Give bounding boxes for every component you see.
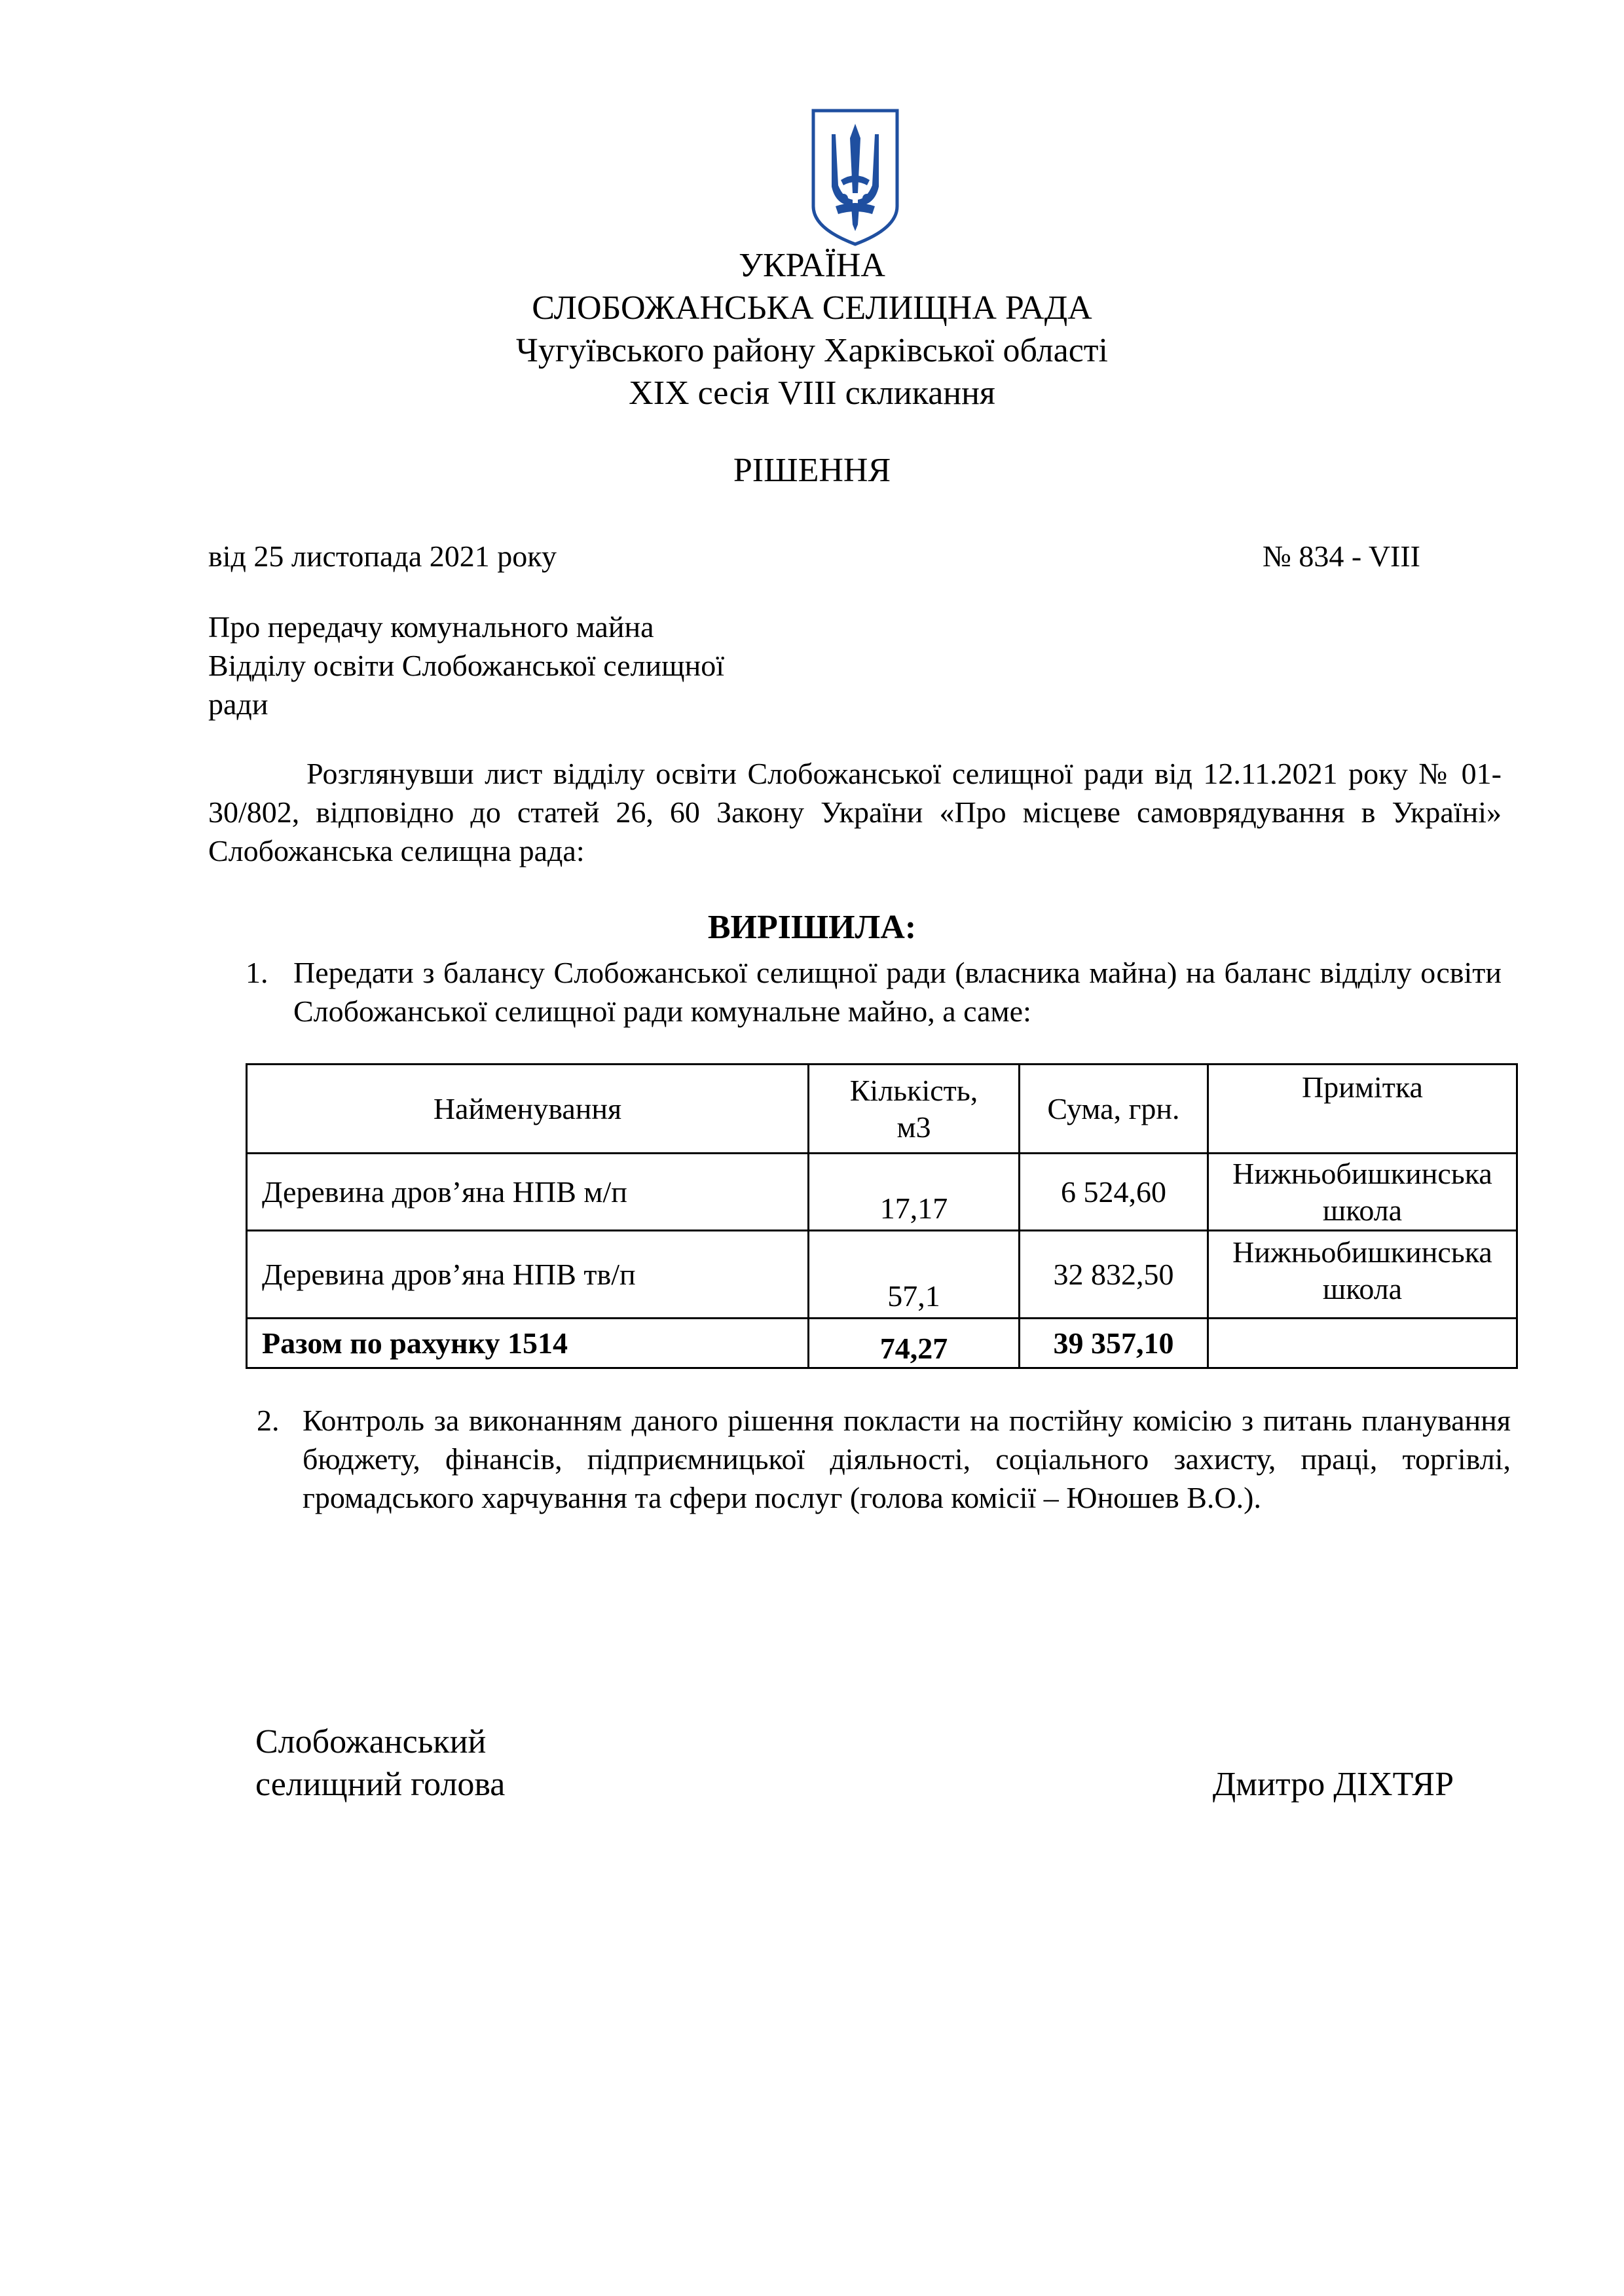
document-type-title: РІШЕННЯ	[733, 452, 891, 489]
row-2-note-line-1: Нижньобишкинська	[1232, 1235, 1492, 1269]
decided-heading: ВИРІШИЛА:	[707, 909, 917, 946]
signature-title-line-1: Слобожанський	[255, 1723, 487, 1760]
subject-line-3: ради	[208, 687, 268, 721]
item-2-text: Контроль за виконанням даного рішення покласти на постійну комісію з питань планування бюджету, фінансів, підприємницької діяльності, соціального захисту, праці, торгівлі, громадського харчування та сфери послуг (голова комісії – Юношев В.О.).	[303, 1404, 1511, 1514]
row-2-note-line-2: школа	[1322, 1272, 1403, 1305]
header-name-label: Найменування	[433, 1091, 622, 1125]
decision-number: № 834 - VIII	[1262, 539, 1420, 573]
item-2-number: 2.	[257, 1404, 280, 1437]
header-qty-label-2: м3	[896, 1110, 931, 1144]
preamble-paragraph: Розглянувши лист відділу освіти Слобожанської селищної ради від 12.11.2021 року № 01-30/802, відповідно до статей 26, 60 Закону України «Про місцеве самоврядування в Україні» Слобожанська селищна рада:	[208, 757, 1502, 867]
item-1-number: 1.	[246, 956, 268, 989]
subject-line-1: Про передачу комунального майна	[208, 610, 654, 644]
row-1-name: Деревина дров’яна НПВ м/п	[247, 1154, 809, 1231]
header-country: УКРАЇНА	[739, 247, 885, 284]
header-qty-label-1: Кількість,	[849, 1073, 978, 1107]
property-table	[246, 1063, 1518, 1369]
total-name: Разом по рахунку 1514	[247, 1319, 809, 1368]
header-note-cell	[1208, 1065, 1517, 1154]
signature-title-line-2: селищний голова	[255, 1766, 506, 1803]
table-header-row	[247, 1065, 1517, 1154]
row-1-sum: 6 524,60	[1020, 1154, 1208, 1231]
header-district: Чугуївського району Харківської області	[516, 332, 1108, 369]
row-2-qty: 57,1	[809, 1231, 1020, 1319]
item-1-text: Передати з балансу Слобожанської селищної ради (власника майна) на баланс відділу освіти Слобожанської селищної ради комунальне майно, а саме:	[293, 956, 1502, 1028]
row-2-sum: 32 832,50	[1020, 1231, 1208, 1319]
header-sum-label: Сума, грн.	[1047, 1091, 1180, 1125]
row-2-name: Деревина дров’яна НПВ тв/п	[247, 1231, 809, 1319]
row-2-note	[1208, 1231, 1517, 1319]
header-session: XIX сесія VIII скликання	[629, 374, 995, 412]
row-1-qty: 17,17	[809, 1154, 1020, 1231]
total-note-empty	[1208, 1319, 1517, 1368]
header-note-label: Примітка	[1302, 1070, 1423, 1104]
row-1-note	[1208, 1154, 1517, 1231]
total-sum: 39 357,10	[1020, 1319, 1208, 1368]
table-row	[247, 1154, 1517, 1231]
row-1-note-line-2: школа	[1322, 1193, 1403, 1227]
header-qty-cell	[809, 1065, 1020, 1154]
signatory-name: Дмитро ДІХТЯР	[1212, 1766, 1454, 1803]
header-sum-cell	[1020, 1065, 1208, 1154]
header-council: СЛОБОЖАНСЬКА СЕЛИЩНА РАДА	[532, 289, 1092, 327]
row-1-note-line-1: Нижньобишкинська	[1232, 1156, 1492, 1190]
decision-date: від 25 листопада 2021 року	[208, 539, 557, 573]
header-name-cell	[247, 1065, 809, 1154]
table-row	[247, 1231, 1517, 1319]
total-qty: 74,27	[809, 1319, 1020, 1368]
table-total-row	[247, 1319, 1517, 1368]
subject-line-2: Відділу освіти Слобожанської селищної	[208, 649, 724, 682]
coat-of-arms-emblem	[809, 108, 901, 247]
